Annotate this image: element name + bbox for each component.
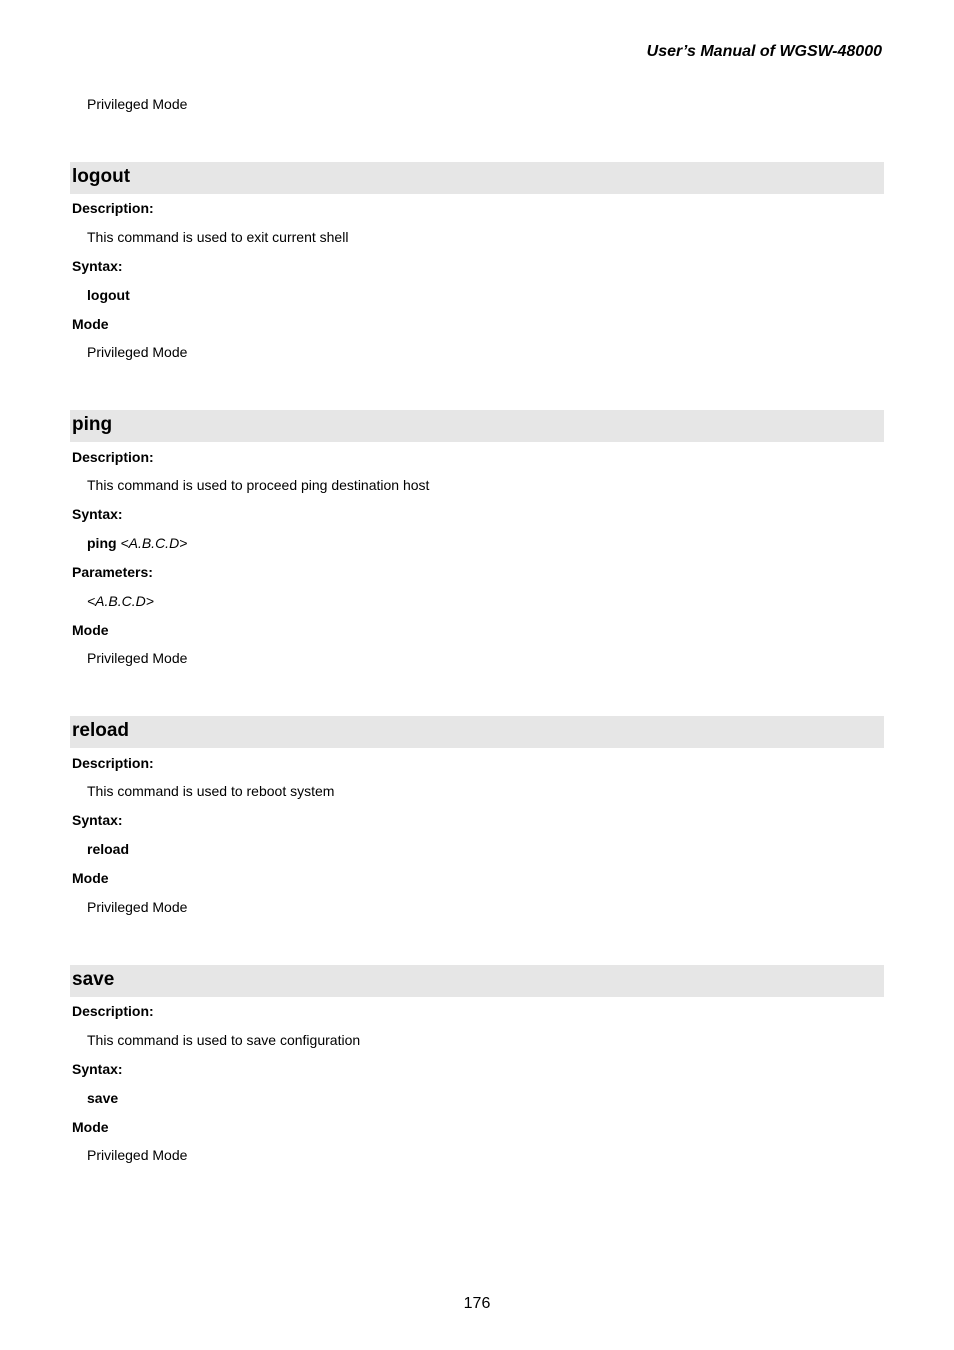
save-syntax-label: Syntax: [72,1061,123,1077]
page-number: 176 [463,1295,491,1312]
section-title-reload: reload [72,720,130,741]
section-header-save [70,965,884,997]
logout-mode-label: Mode [72,316,109,332]
reload-mode-label: Mode [72,870,109,886]
logout-syntax-label: Syntax: [72,258,123,274]
ping-parameters-label: Parameters: [72,564,153,580]
section-header-reload [70,716,884,748]
reload-syntax-command: reload [87,841,130,857]
ping-syntax-argument: <A.B.C.D> [120,535,188,551]
section-title-save: save [72,969,115,990]
logout-description-text: This command is used to exit current shell [87,229,349,245]
running-header: User’s Manual of WGSW-48000 [646,43,882,60]
ping-description-text: This command is used to proceed ping destination host [87,477,430,493]
reload-description-label: Description: [72,755,154,771]
ping-syntax-label: Syntax: [72,506,123,522]
ping-syntax-line [87,535,187,551]
save-description-text: This command is used to save configuration [87,1032,361,1048]
section-header-logout [70,162,884,194]
section-title-ping: ping [72,414,113,435]
logout-description-label: Description: [72,200,154,216]
ping-description-label: Description: [72,449,154,465]
ping-mode-value: Privileged Mode [87,650,188,666]
save-description-label: Description: [72,1003,154,1019]
reload-syntax-label: Syntax: [72,812,123,828]
ping-mode-label: Mode [72,622,109,638]
top-mode-value: Privileged Mode [87,96,188,112]
reload-description-text: This command is used to reboot system [87,783,335,799]
reload-mode-value: Privileged Mode [87,899,188,915]
logout-mode-value: Privileged Mode [87,344,188,360]
ping-parameter-value: <A.B.C.D> [87,593,154,609]
section-header-ping [70,410,884,442]
section-title-logout: logout [72,166,131,187]
save-syntax-command: save [87,1090,119,1106]
logout-syntax-command: logout [87,287,130,303]
save-mode-label: Mode [72,1119,109,1135]
ping-syntax-command: ping [87,535,117,551]
save-mode-value: Privileged Mode [87,1147,188,1163]
